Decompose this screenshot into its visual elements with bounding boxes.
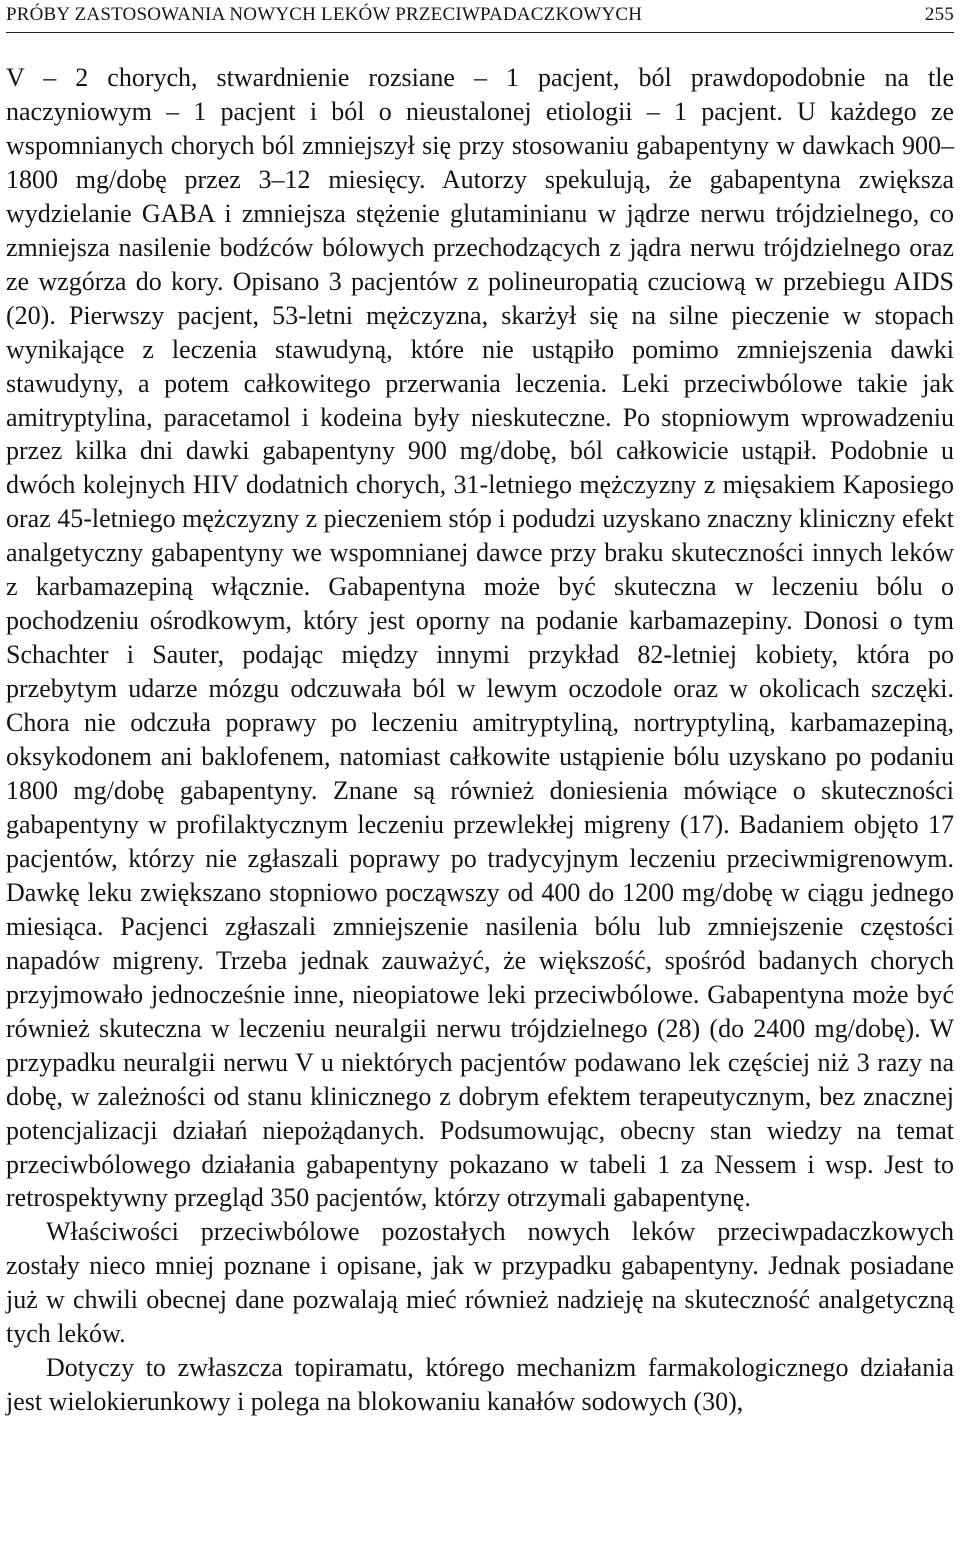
paragraph-2: Właściwości przeciwbólowe pozostałych nowych leków przeciwpadaczkowych zostały nieco mniej poznane i opisane, jak w przypadku gabapentyny. Jednak posiadane już w chwili obecnej dane pozwalają mieć również nadzieję na skuteczność analgetyczną tych leków. [6,1217,954,1349]
body-text [6,61,954,1419]
running-head [6,2,954,33]
paragraph-3: Dotyczy to zwłaszcza topiramatu, którego mechanizm farmakologicznego działania jest wielokierunkowy i polega na blokowaniu kanałów sodowych (30), [6,1353,954,1417]
paragraph-1: V – 2 chorych, stwardnienie rozsiane – 1 pacjent, ból prawdopodobnie na tle naczyniowym – 1 pacjent i ból o nieustalonej etiologii – 1 pacjent. U każdego ze wspomnianych chorych ból zmniejszył się przy stosowaniu gabapentyny w dawkach 900–1800 mg/dobę przez 3–12 miesięcy. Autorzy spekulują, że gabapentyna zwiększa wydzielanie GABA i zmniejsza stężenie glutaminianu w jądrze nerwu trójdzielnego, co zmniejsza nasilenie bodźców bólowych przechodzących z jądra nerwu trójdzielnego oraz ze wzgórza do kory. Opisano 3 pacjentów z polineuropatią czuciową w przebiegu AIDS (20). Pierwszy pacjent, 53-letni mężczyzna, skarżył się na silne pieczenie w stopach wynikające z leczenia stawudyną, które nie ustąpiło pomimo zmniejszenia dawki stawudyny, a potem całkowitego przerwania leczenia. Leki przeciwbólowe takie jak amitryptylina, paracetamol i kodeina były nieskuteczne. Po stopniowym wprowadzeniu przez kilka dni dawki gabapentyny 900 mg/dobę, ból całkowicie ustąpił. Podobnie u dwóch kolejnych HIV dodatnich chorych, 31-letniego mężczyzny z mięsakiem Kaposiego oraz 45-letniego mężczyzny z pieczeniem stóp i podudzi uzyskano znaczny kliniczny efekt analgetyczny gabapentyny we wspomnianej dawce przy braku skuteczności innych leków z karbamazepiną włącznie. Gabapentyna może być skuteczna w leczeniu bólu o pochodzeniu ośrodkowym, który jest oporny na podanie karbamazepiny. Donosi o tym Schachter i Sauter, podając między innymi przykład 82-letniej kobiety, która po przebytym udarze mózgu odczuwała ból w lewym oczodole oraz w okolicach szczęki. Chora nie odczuła poprawy po leczeniu amitryptyliną, nortryptyliną, karbamazepiną, oksykodonem ani baklofenem, natomiast całkowite ustąpienie bólu uzyskano po podaniu 1800 mg/dobę gabapentyny. Znane są również doniesienia mówiące o skuteczności gabapentyny w profilaktycznym leczeniu przewlekłej migreny (17). Badaniem objęto 17 pacjentów, którzy nie zgłaszali poprawy po tradycyjnym leczeniu przeciwmigrenowym. Dawkę leku zwiększano stopniowo począwszy od 400 do 1200 mg/dobę w ciągu jednego miesiąca. Pacjenci zgłaszali zmniejszenie nasilenia bólu lub zmniejszenie częstości napadów migreny. Trzeba jednak zauważyć, że większość, spośród badanych chorych przyjmowało jednocześnie inne, nieopiatowe leki przeciwbólowe. Gabapentyna może być również skuteczna w leczeniu neuralgii nerwu trójdzielnego (28) (do 2400 mg/dobę). W przypadku neuralgii nerwu V u niektórych pacjentów podawano lek częściej niż 3 razy na dobę, w zależności od stanu klinicznego z dobrym efektem terapeutycznym, bez znacznej potencjalizacji działań niepożądanych. Podsumowując, obecny stan wiedzy na temat przeciwbólowego działania gabapentyny pokazano w tabeli 1 za Nessem i wsp. Jest to retrospektywny przegląd 350 pacjentów, którzy otrzymali gabapentynę. [6,63,954,1213]
running-title: PRÓBY ZASTOSOWANIA NOWYCH LEKÓW PRZECIWPADACZKOWYCH [6,4,643,25]
page-number: 255 [924,4,954,25]
